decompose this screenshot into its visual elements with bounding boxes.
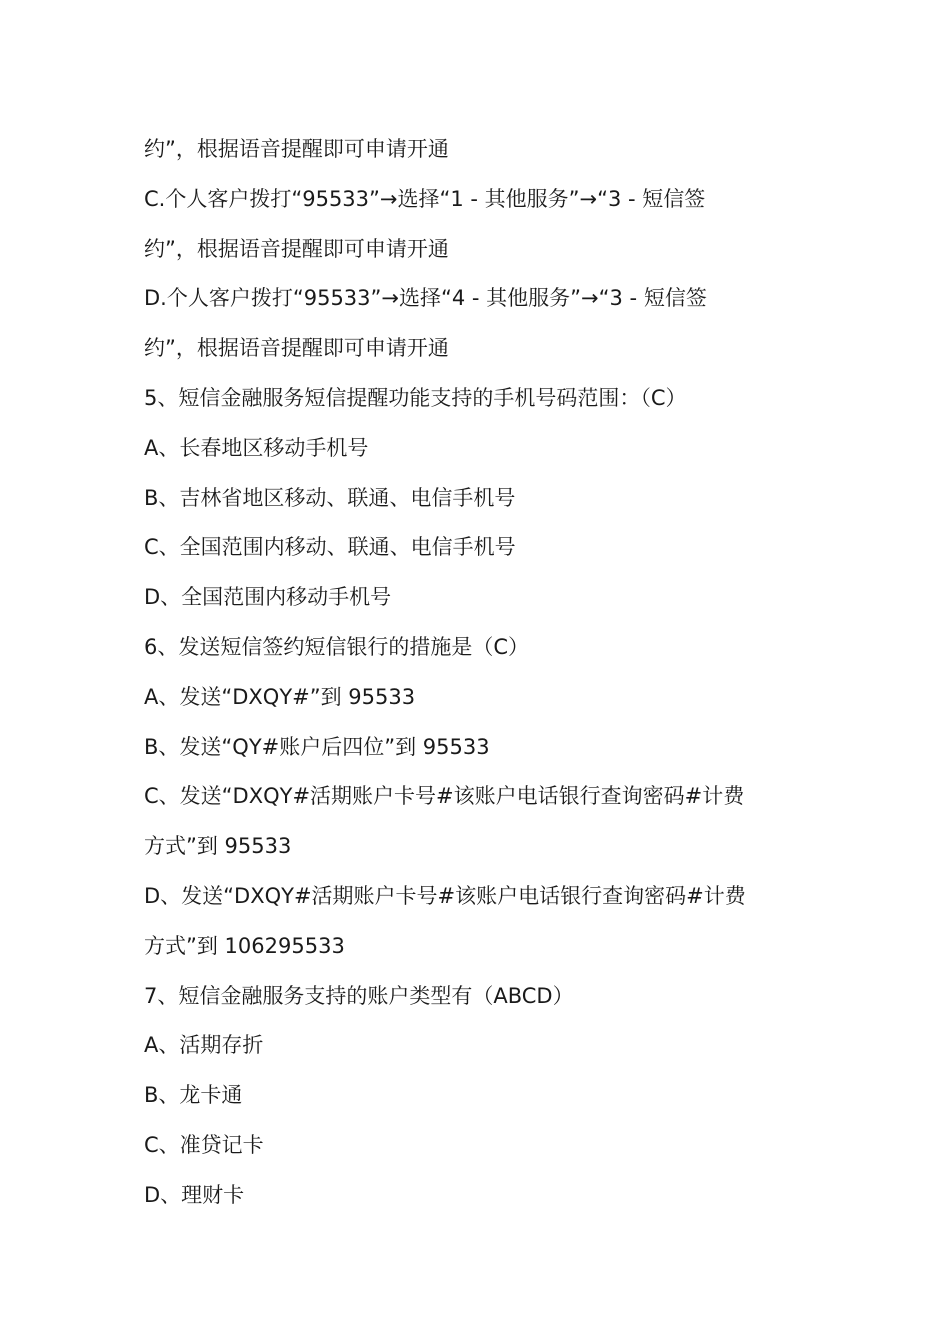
document-body — [144, 125, 824, 1221]
q7-option-b: B、龙卡通 — [144, 1083, 243, 1108]
text-line-continuation: 约”，根据语音提醒即可申请开通 — [144, 236, 449, 261]
q5-option-c: C、全国范围内移动、联通、电信手机号 — [144, 535, 516, 560]
question-5: 5、短信金融服务短信提醒功能支持的手机号码范围：（C） — [144, 385, 687, 410]
text-line-continuation: 约”，根据语音提醒即可申请开通 — [144, 336, 449, 361]
q6-option-a: A、发送“DXQY#”到 95533 — [144, 684, 416, 709]
q7-option-d: D、理财卡 — [144, 1182, 245, 1207]
q5-option-b: B、吉林省地区移动、联通、电信手机号 — [144, 485, 516, 510]
q7-option-c: C、准贷记卡 — [144, 1132, 264, 1157]
q6-option-d: D、发送“DXQY#活期账户卡号#该账户电话银行查询密码#计费 — [144, 883, 746, 908]
option-c-line: C.个人客户拨打“95533”→选择“1 - 其他服务”→“3 - 短信签 — [144, 186, 706, 211]
text-line-continuation: 约”，根据语音提醒即可申请开通 — [144, 137, 449, 161]
q6-option-b: B、发送“QY#账户后四位”到 95533 — [144, 734, 490, 759]
text-line-continuation: 方式”到 106295533 — [144, 933, 345, 958]
q7-option-a: A、活期存折 — [144, 1033, 264, 1058]
question-6: 6、发送短信签约短信银行的措施是（C） — [144, 634, 530, 659]
text-line-continuation: 方式”到 95533 — [144, 834, 292, 859]
option-d-line: D.个人客户拨打“95533”→选择“4 - 其他服务”→“3 - 短信签 — [144, 286, 707, 311]
q5-option-d: D、全国范围内移动手机号 — [144, 585, 392, 610]
q5-option-a: A、长春地区移动手机号 — [144, 435, 369, 460]
q6-option-c: C、发送“DXQY#活期账户卡号#该账户电话银行查询密码#计费 — [144, 784, 745, 809]
question-7: 7、短信金融服务支持的账户类型有（ABCD） — [144, 983, 574, 1008]
